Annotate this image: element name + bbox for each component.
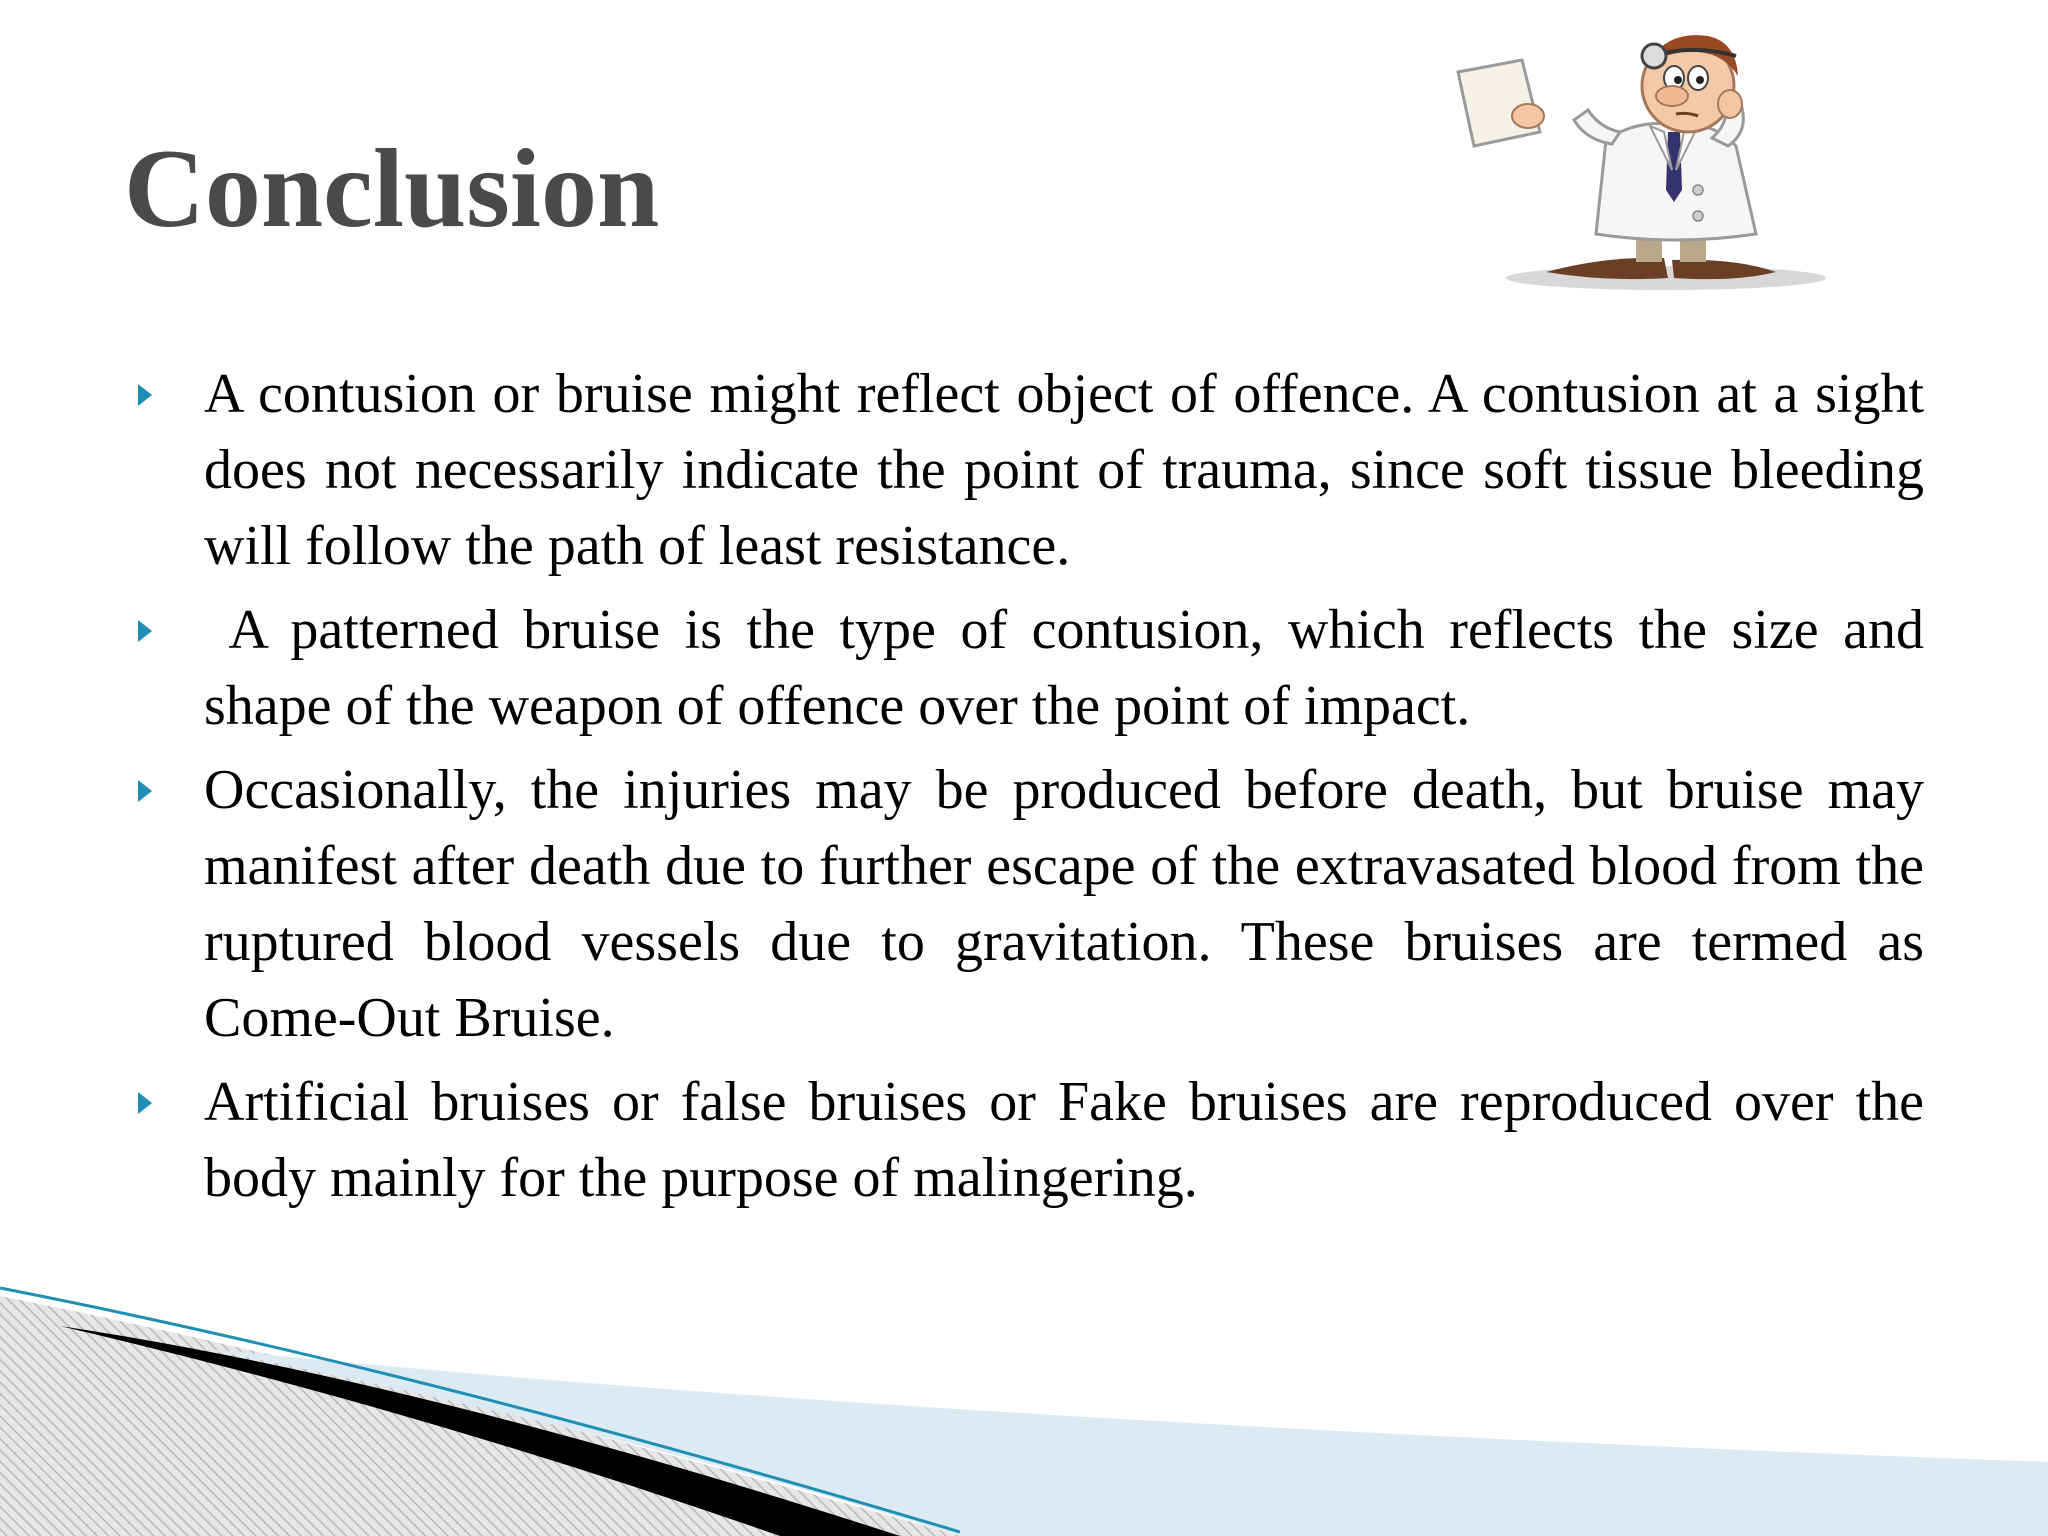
footer-swoosh-decoration bbox=[0, 1270, 2048, 1536]
triangle-right-icon bbox=[138, 1092, 152, 1114]
bullet-item bbox=[132, 356, 1924, 584]
bullet-item bbox=[132, 752, 1924, 1056]
doctor-illustration bbox=[1436, 20, 1856, 302]
bullet-text: Occasionally, the injuries may be produced before death, but bruise may manifest after death due to further escape of the extravasated blood from the ruptured blood vessels due to gravitation. These bruises are termed as Come-Out Bruise. bbox=[204, 759, 1924, 1049]
bullet-list bbox=[132, 356, 1938, 1224]
bullet-text: A patterned bruise is the type of contusion, which reflects the size and shape of the weapon of offence over the point of impact. bbox=[204, 599, 1938, 737]
bullet-item bbox=[132, 592, 1938, 744]
slide-title: Conclusion bbox=[124, 127, 660, 251]
bullet-item bbox=[132, 1064, 1924, 1216]
bullet-text: Artificial bruises or false bruises or Fake bruises are reproduced over the body mainly for the purpose of malingering. bbox=[204, 1071, 1924, 1209]
triangle-right-icon bbox=[138, 620, 152, 642]
triangle-right-icon bbox=[138, 780, 152, 802]
bullet-text: A contusion or bruise might reflect object of offence. A contusion at a sight does not necessarily indicate the point of trauma, since soft tissue bleeding will follow the path of least resistance. bbox=[204, 363, 1924, 577]
triangle-right-icon bbox=[138, 384, 152, 406]
